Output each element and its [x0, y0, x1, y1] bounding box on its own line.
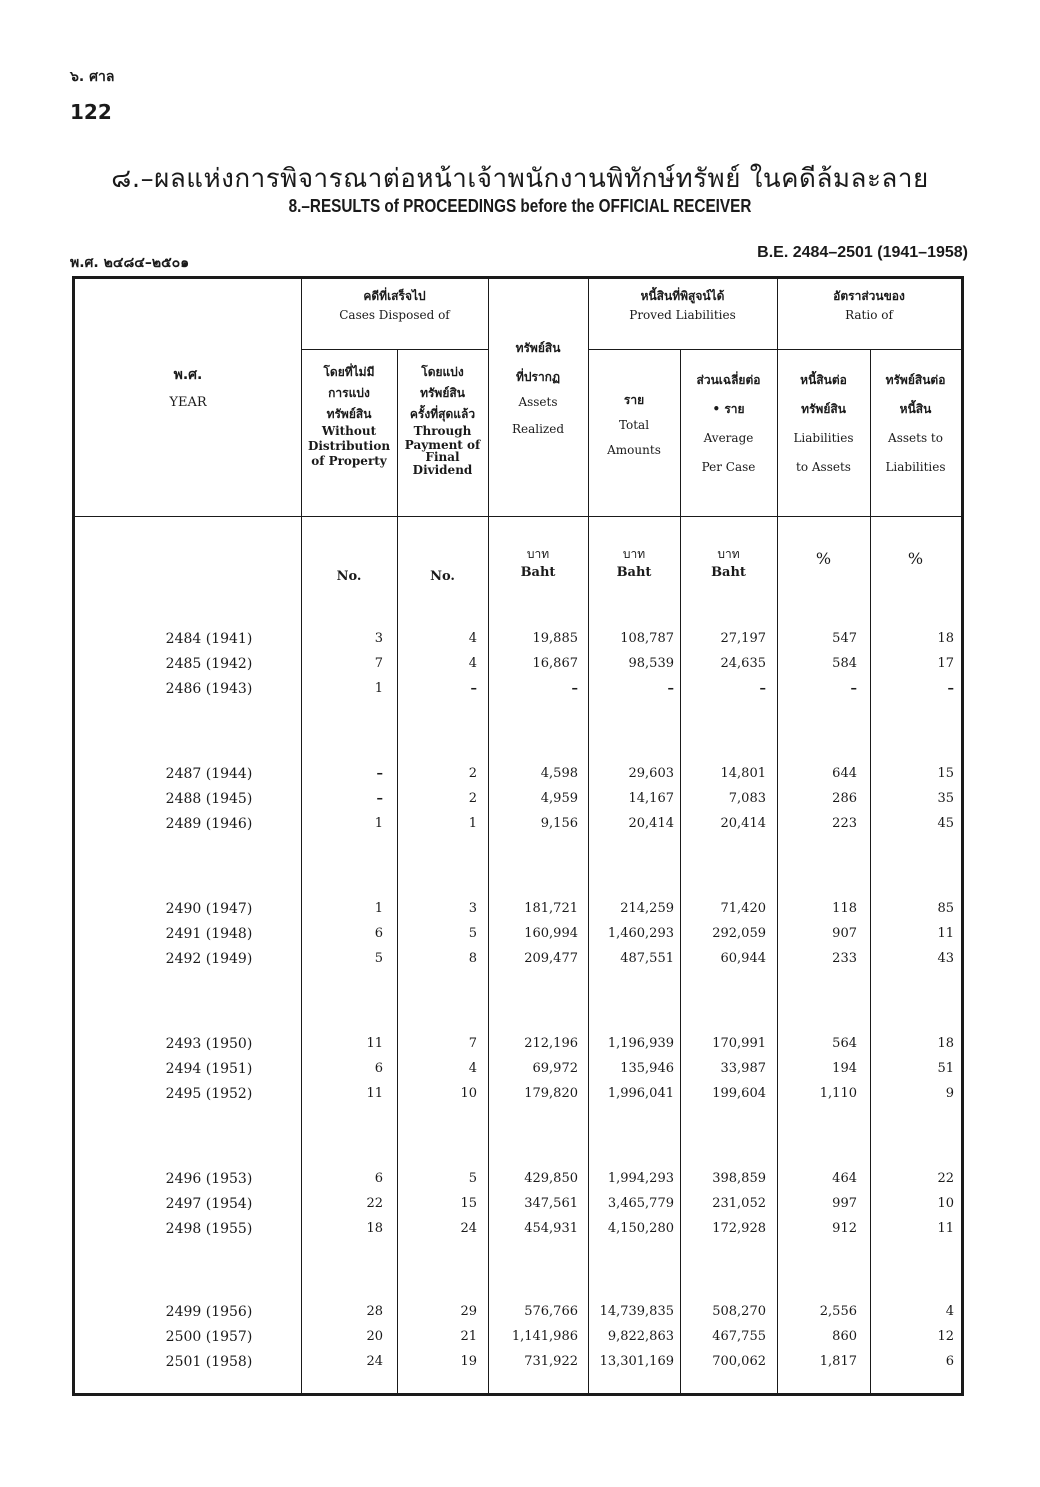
cell-assets: 16,867 [532, 656, 578, 671]
col-divider [870, 349, 871, 1393]
col-divider [397, 349, 398, 1393]
cell-avg: 231,052 [712, 1196, 766, 1211]
cell-assets: 9,156 [540, 816, 578, 831]
cell-la: 286 [832, 791, 857, 806]
cell-without: 1 [374, 901, 383, 916]
cell-through: 3 [468, 901, 477, 916]
cell-through: 8 [468, 951, 477, 966]
cell-year: 2492 (1949) [165, 951, 253, 967]
cell-la: 564 [832, 1036, 857, 1051]
cell-al: 43 [937, 951, 954, 966]
cell-without: 22 [366, 1196, 383, 1211]
cell-year: 2487 (1944) [165, 766, 253, 782]
cell-assets: 1,141,986 [511, 1329, 578, 1344]
cell-total: 20,414 [628, 816, 674, 831]
cell-total: 3,465,779 [607, 1196, 674, 1211]
cell-assets: 19,885 [532, 631, 578, 646]
cell-year: 2489 (1946) [165, 816, 253, 832]
cell-la: 644 [832, 766, 857, 781]
cell-avg: 467,755 [712, 1329, 766, 1344]
cell-avg: 508,270 [712, 1304, 766, 1319]
cell-avg: 170,991 [712, 1036, 766, 1051]
cell-without: 6 [374, 1061, 383, 1076]
unit-baht: บาท Baht [616, 547, 652, 580]
cell-al: 35 [937, 791, 954, 806]
cell-total: 135,946 [620, 1061, 674, 1076]
cell-assets: 731,922 [524, 1354, 578, 1369]
cell-without: 11 [366, 1036, 383, 1051]
cell-avg: 14,801 [720, 766, 766, 781]
cell-year: 2488 (1945) [165, 791, 253, 807]
cell-al: 12 [937, 1329, 954, 1344]
cell-assets: 4,959 [540, 791, 578, 806]
header-total: ราย Total Amounts [607, 393, 661, 457]
cell-year: 2494 (1951) [165, 1061, 253, 1077]
header-through: โดยแบ่ง ทรัพย์สิน ครั้งที่สุดแล้ว Through Payment of Final Dividend [404, 365, 481, 477]
cell-al: 4 [945, 1304, 954, 1319]
cell-la: 907 [832, 926, 857, 941]
cell-through: 4 [468, 1061, 477, 1076]
cell-total: 14,739,835 [599, 1304, 674, 1319]
cell-al: 10 [937, 1196, 954, 1211]
cell-without: 7 [374, 656, 383, 671]
title-thai: ๘.–ผลแห่งการพิจารณาต่อหน้าเจ้าพนักงานพิทักษ์ทรัพย์ ในคดีล้มละลาย [111, 164, 929, 194]
cell-total: 9,822,863 [607, 1329, 674, 1344]
cell-assets: 209,477 [524, 951, 578, 966]
cell-year: 2485 (1942) [165, 656, 253, 672]
cell-la: 194 [832, 1061, 857, 1076]
cell-through: 2 [468, 791, 477, 806]
cell-assets: 4,598 [540, 766, 578, 781]
cell-avg: 33,987 [720, 1061, 766, 1076]
cell-total: 1,460,293 [607, 926, 674, 941]
cell-without: 1 [374, 816, 383, 831]
unit-no: No. [430, 569, 455, 584]
cell-total: – [667, 681, 674, 696]
cell-la: 1,110 [819, 1086, 857, 1101]
cell-through: 10 [460, 1086, 477, 1101]
cell-la: 912 [832, 1221, 857, 1236]
cell-through: – [470, 681, 477, 696]
group-rule [777, 349, 961, 350]
cell-without: 20 [366, 1329, 383, 1344]
cell-without: 24 [366, 1354, 383, 1369]
cell-al: – [947, 681, 954, 696]
header-year: พ.ศ. YEAR [169, 367, 207, 410]
cell-assets: 212,196 [524, 1036, 578, 1051]
cell-total: 98,539 [628, 656, 674, 671]
cell-through: 15 [460, 1196, 477, 1211]
period-english: B.E. 2484–2501 (1941–1958) [757, 244, 968, 261]
cell-without: 18 [366, 1221, 383, 1236]
cell-year: 2493 (1950) [165, 1036, 253, 1052]
cell-year: 2490 (1947) [165, 901, 253, 917]
cell-assets: – [571, 681, 578, 696]
cell-avg: 398,859 [712, 1171, 766, 1186]
cell-without: 28 [366, 1304, 383, 1319]
cell-avg: 172,928 [712, 1221, 766, 1236]
cell-without: 6 [374, 926, 383, 941]
cell-year: 2499 (1956) [165, 1304, 253, 1320]
cell-al: 15 [937, 766, 954, 781]
cell-avg: 60,944 [720, 951, 766, 966]
cell-year: 2484 (1941) [165, 631, 253, 647]
cell-la: 233 [832, 951, 857, 966]
cell-la: 584 [832, 656, 857, 671]
cell-through: 1 [468, 816, 477, 831]
page-number: 122 [70, 100, 112, 124]
cell-total: 4,150,280 [607, 1221, 674, 1236]
cell-avg: – [759, 681, 766, 696]
cell-year: 2500 (1957) [165, 1329, 253, 1345]
cell-assets: 160,994 [524, 926, 578, 941]
header-proved-group: หนี้สินที่พิสูจน์ได้ Proved Liabilities [629, 289, 736, 322]
cell-without: 6 [374, 1171, 383, 1186]
cell-assets: 347,561 [524, 1196, 578, 1211]
cell-al: 11 [937, 1221, 954, 1236]
section-label: ๖. ศาล [70, 69, 115, 85]
unit-percent: % [907, 549, 924, 568]
cell-total: 29,603 [628, 766, 674, 781]
cell-la: 2,556 [819, 1304, 857, 1319]
cell-total: 13,301,169 [599, 1354, 674, 1369]
cell-avg: 7,083 [728, 791, 766, 806]
cell-total: 487,551 [620, 951, 674, 966]
group-rule [588, 349, 777, 350]
header-ratio-group: อัตราส่วนของ Ratio of [833, 289, 905, 322]
unit-no: No. [336, 569, 362, 584]
cell-without: – [376, 791, 383, 806]
cell-la: 223 [832, 816, 857, 831]
cell-avg: 292,059 [712, 926, 766, 941]
cell-through: 29 [460, 1304, 477, 1319]
cell-al: 17 [937, 656, 954, 671]
cell-assets: 181,721 [524, 901, 578, 916]
cell-without: 3 [374, 631, 383, 646]
unit-baht: บาท Baht [520, 547, 556, 580]
cell-la: – [850, 681, 857, 696]
cell-avg: 700,062 [712, 1354, 766, 1369]
cell-through: 7 [468, 1036, 477, 1051]
cell-year: 2496 (1953) [165, 1171, 253, 1187]
cell-year: 2495 (1952) [165, 1086, 253, 1102]
cell-year: 2486 (1943) [165, 681, 253, 697]
cell-la: 547 [832, 631, 857, 646]
unit-percent: % [815, 549, 832, 568]
unit-baht: บาท Baht [711, 547, 746, 580]
cell-al: 6 [945, 1354, 954, 1369]
cell-assets: 576,766 [524, 1304, 578, 1319]
cell-through: 2 [468, 766, 477, 781]
period-thai: พ.ศ. ๒๔๘๔–๒๕๐๑ [70, 255, 190, 271]
cell-through: 19 [460, 1354, 477, 1369]
cell-la: 860 [832, 1329, 857, 1344]
cell-year: 2497 (1954) [165, 1196, 253, 1212]
cell-without: – [376, 766, 383, 781]
cell-la: 1,817 [819, 1354, 857, 1369]
cell-assets: 429,850 [524, 1171, 578, 1186]
results-table [72, 276, 964, 1396]
cell-avg: 20,414 [720, 816, 766, 831]
cell-through: 4 [468, 631, 477, 646]
cell-year: 2491 (1948) [165, 926, 253, 942]
cell-assets: 179,820 [524, 1086, 578, 1101]
header-average: ส่วนเฉลี่ยต่อ • ราย Average Per Case [696, 373, 761, 474]
cell-year: 2501 (1958) [165, 1354, 253, 1370]
cell-la: 464 [832, 1171, 857, 1186]
cell-without: 1 [374, 681, 383, 696]
cell-through: 21 [460, 1329, 477, 1344]
cell-through: 5 [468, 1171, 477, 1186]
cell-avg: 71,420 [720, 901, 766, 916]
cell-al: 11 [937, 926, 954, 941]
cell-al: 22 [937, 1171, 954, 1186]
cell-total: 108,787 [620, 631, 674, 646]
cell-total: 214,259 [620, 901, 674, 916]
header-without: โดยที่ไม่มี การแบ่ง ทรัพย์สิน Without Distribution of Property [307, 365, 391, 468]
cell-al: 51 [937, 1061, 954, 1076]
cell-avg: 27,197 [720, 631, 766, 646]
header-cases-group: คดีที่เสร็จไป Cases Disposed of [339, 289, 450, 322]
cell-al: 18 [937, 1036, 954, 1051]
header-rule [75, 516, 961, 517]
cell-through: 24 [460, 1221, 477, 1236]
cell-through: 5 [468, 926, 477, 941]
cell-al: 9 [945, 1086, 954, 1101]
header-assets-to-liab: ทรัพย์สินต่อ หนี้สิน Assets to Liabilities [885, 373, 946, 474]
cell-total: 1,996,041 [607, 1086, 674, 1101]
cell-al: 85 [937, 901, 954, 916]
cell-assets: 454,931 [524, 1221, 578, 1236]
cell-total: 1,196,939 [607, 1036, 674, 1051]
cell-total: 1,994,293 [607, 1171, 674, 1186]
cell-al: 45 [937, 816, 954, 831]
cell-avg: 199,604 [712, 1086, 766, 1101]
group-rule [301, 349, 488, 350]
cell-avg: 24,635 [720, 656, 766, 671]
cell-la: 997 [832, 1196, 857, 1211]
cell-al: 18 [937, 631, 954, 646]
header-assets: ทรัพย์สิน ที่ปรากฏ Assets Realized [511, 341, 565, 436]
header-liab-to-assets: หนี้สินต่อ ทรัพย์สิน Liabilities to Assets [793, 373, 854, 474]
cell-without: 11 [366, 1086, 383, 1101]
cell-total: 14,167 [628, 791, 674, 806]
cell-la: 118 [832, 901, 857, 916]
cell-without: 5 [374, 951, 383, 966]
col-divider [680, 349, 681, 1393]
cell-assets: 69,972 [532, 1061, 578, 1076]
title-english: 8.–RESULTS of PROCEEDINGS before the OFFICIAL RECEIVER [288, 196, 752, 216]
cell-year: 2498 (1955) [165, 1221, 253, 1237]
cell-through: 4 [468, 656, 477, 671]
